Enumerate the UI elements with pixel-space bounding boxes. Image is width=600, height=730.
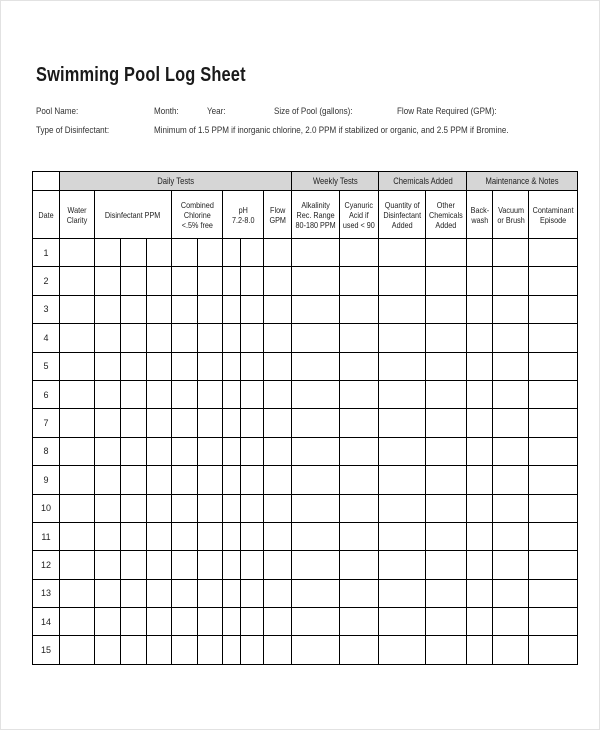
entry-cell[interactable] bbox=[95, 324, 121, 352]
col-date: Date bbox=[33, 191, 60, 239]
entry-cell[interactable] bbox=[340, 267, 379, 295]
entry-cell[interactable] bbox=[223, 522, 241, 550]
entry-cell[interactable] bbox=[379, 522, 426, 550]
entry-cell[interactable] bbox=[264, 380, 292, 408]
entry-cell[interactable] bbox=[426, 380, 467, 408]
table-row bbox=[33, 380, 578, 408]
month-label: Month: bbox=[154, 106, 179, 117]
col-alkalinity: Alkalinity Rec. Range 80-180 PPM bbox=[292, 191, 340, 239]
table-row bbox=[33, 608, 578, 636]
entry-cell[interactable] bbox=[493, 239, 529, 267]
entry-cell[interactable] bbox=[60, 579, 95, 607]
col-disinfectant-ppm: Disinfectant PPM bbox=[95, 191, 172, 239]
entry-cell[interactable] bbox=[95, 352, 121, 380]
pool-name-label: Pool Name: bbox=[36, 106, 79, 117]
entry-cell[interactable] bbox=[529, 352, 578, 380]
entry-cell[interactable] bbox=[121, 352, 147, 380]
table-row bbox=[33, 267, 578, 295]
entry-cell[interactable] bbox=[292, 295, 340, 323]
row-date: 14 bbox=[33, 608, 60, 636]
entry-cell[interactable] bbox=[60, 437, 95, 465]
entry-cell[interactable] bbox=[121, 551, 147, 579]
entry-cell[interactable] bbox=[121, 267, 147, 295]
entry-cell[interactable] bbox=[379, 239, 426, 267]
column-header-row bbox=[33, 191, 578, 239]
entry-cell[interactable] bbox=[529, 324, 578, 352]
entry-cell[interactable] bbox=[426, 409, 467, 437]
entry-cell[interactable] bbox=[121, 608, 147, 636]
entry-cell[interactable] bbox=[467, 409, 493, 437]
entry-cell[interactable] bbox=[198, 380, 223, 408]
entry-cell[interactable] bbox=[95, 608, 121, 636]
entry-cell[interactable] bbox=[493, 409, 529, 437]
entry-cell[interactable] bbox=[529, 608, 578, 636]
entry-cell[interactable] bbox=[172, 579, 198, 607]
entry-cell[interactable] bbox=[241, 636, 264, 664]
row-date: 13 bbox=[33, 579, 60, 607]
entry-cell[interactable] bbox=[340, 608, 379, 636]
table-row bbox=[33, 551, 578, 579]
entry-cell[interactable] bbox=[340, 352, 379, 380]
entry-cell[interactable] bbox=[426, 267, 467, 295]
table-row bbox=[33, 579, 578, 607]
entry-cell[interactable] bbox=[426, 636, 467, 664]
entry-cell[interactable] bbox=[426, 522, 467, 550]
entry-cell[interactable] bbox=[493, 267, 529, 295]
entry-cell[interactable] bbox=[292, 409, 340, 437]
entry-cell[interactable] bbox=[529, 636, 578, 664]
entry-cell[interactable] bbox=[493, 352, 529, 380]
entry-cell[interactable] bbox=[379, 636, 426, 664]
entry-cell[interactable] bbox=[426, 324, 467, 352]
entry-cell[interactable] bbox=[426, 579, 467, 607]
entry-cell[interactable] bbox=[121, 437, 147, 465]
group-weekly-tests: Weekly Tests bbox=[292, 172, 379, 191]
entry-cell[interactable] bbox=[147, 324, 172, 352]
entry-cell[interactable] bbox=[121, 522, 147, 550]
entry-cell[interactable] bbox=[121, 409, 147, 437]
entry-cell[interactable] bbox=[241, 239, 264, 267]
entry-cell[interactable] bbox=[529, 494, 578, 522]
row-date: 7 bbox=[33, 409, 60, 437]
entry-cell[interactable] bbox=[60, 522, 95, 550]
entry-cell[interactable] bbox=[529, 267, 578, 295]
entry-cell[interactable] bbox=[467, 608, 493, 636]
row-date: 1 bbox=[33, 239, 60, 267]
entry-cell[interactable] bbox=[95, 551, 121, 579]
col-quantity-disinfectant: Quantity of Disinfectant Added bbox=[379, 191, 426, 239]
entry-cell[interactable] bbox=[198, 636, 223, 664]
entry-cell[interactable] bbox=[60, 239, 95, 267]
entry-cell[interactable] bbox=[172, 437, 198, 465]
entry-cell[interactable] bbox=[121, 636, 147, 664]
entry-cell[interactable] bbox=[467, 324, 493, 352]
entry-cell[interactable] bbox=[147, 437, 172, 465]
entry-cell[interactable] bbox=[340, 239, 379, 267]
entry-cell[interactable] bbox=[172, 409, 198, 437]
entry-cell[interactable] bbox=[147, 522, 172, 550]
entry-cell[interactable] bbox=[379, 551, 426, 579]
entry-cell[interactable] bbox=[340, 551, 379, 579]
entry-cell[interactable] bbox=[426, 239, 467, 267]
entry-cell[interactable] bbox=[264, 409, 292, 437]
col-water-clarity: Water Clarity bbox=[60, 191, 95, 239]
entry-cell[interactable] bbox=[241, 466, 264, 494]
entry-cell[interactable] bbox=[264, 494, 292, 522]
entry-cell[interactable] bbox=[198, 466, 223, 494]
col-ph: pH 7.2-8.0 bbox=[223, 191, 264, 239]
entry-cell[interactable] bbox=[467, 494, 493, 522]
entry-cell[interactable] bbox=[493, 324, 529, 352]
entry-cell[interactable] bbox=[292, 267, 340, 295]
entry-cell[interactable] bbox=[198, 267, 223, 295]
entry-cell[interactable] bbox=[493, 466, 529, 494]
entry-cell[interactable] bbox=[172, 636, 198, 664]
entry-cell[interactable] bbox=[467, 579, 493, 607]
entry-cell[interactable] bbox=[241, 267, 264, 295]
entry-cell[interactable] bbox=[147, 352, 172, 380]
col-backwash: Back- wash bbox=[467, 191, 493, 239]
entry-cell[interactable] bbox=[60, 551, 95, 579]
entry-cell[interactable] bbox=[95, 579, 121, 607]
entry-cell[interactable] bbox=[198, 239, 223, 267]
entry-cell[interactable] bbox=[147, 295, 172, 323]
entry-cell[interactable] bbox=[264, 608, 292, 636]
entry-cell[interactable] bbox=[340, 295, 379, 323]
entry-cell[interactable] bbox=[95, 239, 121, 267]
entry-cell[interactable] bbox=[241, 409, 264, 437]
entry-cell[interactable] bbox=[292, 579, 340, 607]
entry-cell[interactable] bbox=[292, 636, 340, 664]
entry-cell[interactable] bbox=[292, 608, 340, 636]
entry-cell[interactable] bbox=[379, 466, 426, 494]
entry-cell[interactable] bbox=[121, 295, 147, 323]
row-date: 4 bbox=[33, 324, 60, 352]
entry-cell[interactable] bbox=[223, 636, 241, 664]
entry-cell[interactable] bbox=[60, 409, 95, 437]
entry-cell[interactable] bbox=[147, 636, 172, 664]
entry-cell[interactable] bbox=[529, 522, 578, 550]
entry-cell[interactable] bbox=[292, 352, 340, 380]
entry-cell[interactable] bbox=[241, 437, 264, 465]
entry-cell[interactable] bbox=[241, 324, 264, 352]
entry-cell[interactable] bbox=[198, 551, 223, 579]
entry-cell[interactable] bbox=[60, 324, 95, 352]
row-date: 10 bbox=[33, 494, 60, 522]
table-row bbox=[33, 437, 578, 465]
row-date: 8 bbox=[33, 437, 60, 465]
group-maintenance-notes: Maintenance & Notes bbox=[467, 172, 578, 191]
page-title: Swimming Pool Log Sheet bbox=[36, 64, 246, 86]
entry-cell[interactable] bbox=[264, 522, 292, 550]
entry-cell[interactable] bbox=[172, 352, 198, 380]
table-row bbox=[33, 352, 578, 380]
entry-cell[interactable] bbox=[264, 295, 292, 323]
entry-cell[interactable] bbox=[379, 380, 426, 408]
entry-cell[interactable] bbox=[121, 380, 147, 408]
entry-cell[interactable] bbox=[379, 437, 426, 465]
entry-cell[interactable] bbox=[223, 409, 241, 437]
entry-cell[interactable] bbox=[223, 239, 241, 267]
table-row bbox=[33, 494, 578, 522]
entry-cell[interactable] bbox=[60, 608, 95, 636]
entry-cell[interactable] bbox=[147, 267, 172, 295]
year-label: Year: bbox=[207, 106, 226, 117]
row-date: 5 bbox=[33, 352, 60, 380]
entry-cell[interactable] bbox=[95, 380, 121, 408]
entry-cell[interactable] bbox=[493, 380, 529, 408]
entry-cell[interactable] bbox=[264, 551, 292, 579]
entry-cell[interactable] bbox=[241, 380, 264, 408]
row-date: 3 bbox=[33, 295, 60, 323]
entry-cell[interactable] bbox=[147, 494, 172, 522]
group-chemicals-added: Chemicals Added bbox=[379, 172, 467, 191]
entry-cell[interactable] bbox=[121, 494, 147, 522]
entry-cell[interactable] bbox=[172, 324, 198, 352]
entry-cell[interactable] bbox=[95, 437, 121, 465]
entry-cell[interactable] bbox=[172, 522, 198, 550]
entry-cell[interactable] bbox=[426, 466, 467, 494]
entry-cell[interactable] bbox=[241, 551, 264, 579]
entry-cell[interactable] bbox=[95, 636, 121, 664]
entry-cell[interactable] bbox=[292, 494, 340, 522]
entry-cell[interactable] bbox=[147, 608, 172, 636]
entry-cell[interactable] bbox=[198, 324, 223, 352]
entry-cell[interactable] bbox=[241, 608, 264, 636]
entry-cell[interactable] bbox=[529, 295, 578, 323]
corner-cell bbox=[33, 172, 60, 191]
entry-cell[interactable] bbox=[172, 466, 198, 494]
entry-cell[interactable] bbox=[340, 579, 379, 607]
entry-cell[interactable] bbox=[493, 295, 529, 323]
entry-cell[interactable] bbox=[223, 267, 241, 295]
entry-cell[interactable] bbox=[95, 522, 121, 550]
col-other-chemicals: Other Chemicals Added bbox=[426, 191, 467, 239]
entry-cell[interactable] bbox=[223, 295, 241, 323]
entry-cell[interactable] bbox=[223, 437, 241, 465]
entry-cell[interactable] bbox=[223, 608, 241, 636]
entry-cell[interactable] bbox=[340, 380, 379, 408]
entry-cell[interactable] bbox=[198, 494, 223, 522]
entry-cell[interactable] bbox=[379, 494, 426, 522]
entry-cell[interactable] bbox=[467, 239, 493, 267]
entry-cell[interactable] bbox=[264, 324, 292, 352]
entry-cell[interactable] bbox=[198, 608, 223, 636]
entry-cell[interactable] bbox=[529, 409, 578, 437]
entry-cell[interactable] bbox=[493, 636, 529, 664]
entry-cell[interactable] bbox=[467, 636, 493, 664]
entry-cell[interactable] bbox=[60, 466, 95, 494]
row-date: 2 bbox=[33, 267, 60, 295]
entry-cell[interactable] bbox=[241, 494, 264, 522]
entry-cell[interactable] bbox=[223, 494, 241, 522]
disinfectant-type-label: Type of Disinfectant: bbox=[36, 125, 110, 136]
row-date: 11 bbox=[33, 522, 60, 550]
table-row bbox=[33, 409, 578, 437]
disinfectant-note: Minimum of 1.5 PPM if inorganic chlorine, 2.0 PPM if stabilized or organic, and 2.5 PPM if Bromine. bbox=[154, 125, 509, 136]
entry-cell[interactable] bbox=[467, 466, 493, 494]
entry-cell[interactable] bbox=[379, 409, 426, 437]
entry-cell[interactable] bbox=[147, 409, 172, 437]
entry-cell[interactable] bbox=[223, 579, 241, 607]
entry-cell[interactable] bbox=[426, 551, 467, 579]
flow-rate-label: Flow Rate Required (GPM): bbox=[397, 106, 497, 117]
col-vacuum-brush: Vacuum or Brush bbox=[493, 191, 529, 239]
entry-cell[interactable] bbox=[493, 608, 529, 636]
entry-cell[interactable] bbox=[379, 352, 426, 380]
entry-cell[interactable] bbox=[172, 267, 198, 295]
entry-cell[interactable] bbox=[264, 239, 292, 267]
entry-cell[interactable] bbox=[121, 466, 147, 494]
entry-cell[interactable] bbox=[198, 437, 223, 465]
entry-cell[interactable] bbox=[379, 324, 426, 352]
entry-cell[interactable] bbox=[121, 579, 147, 607]
entry-cell[interactable] bbox=[340, 636, 379, 664]
entry-cell[interactable] bbox=[493, 522, 529, 550]
entry-cell[interactable] bbox=[493, 579, 529, 607]
entry-cell[interactable] bbox=[198, 579, 223, 607]
col-cyanuric-acid: Cyanuric Acid if used < 90 bbox=[340, 191, 379, 239]
entry-cell[interactable] bbox=[264, 579, 292, 607]
entry-cell[interactable] bbox=[264, 352, 292, 380]
row-date: 6 bbox=[33, 380, 60, 408]
entry-cell[interactable] bbox=[340, 437, 379, 465]
entry-cell[interactable] bbox=[379, 267, 426, 295]
entry-cell[interactable] bbox=[241, 352, 264, 380]
entry-cell[interactable] bbox=[223, 352, 241, 380]
entry-cell[interactable] bbox=[467, 551, 493, 579]
table-row bbox=[33, 239, 578, 267]
entry-cell[interactable] bbox=[264, 636, 292, 664]
entry-cell[interactable] bbox=[340, 324, 379, 352]
entry-cell[interactable] bbox=[292, 239, 340, 267]
entry-cell[interactable] bbox=[426, 295, 467, 323]
entry-cell[interactable] bbox=[529, 239, 578, 267]
entry-cell[interactable] bbox=[147, 579, 172, 607]
entry-cell[interactable] bbox=[529, 466, 578, 494]
table-row bbox=[33, 295, 578, 323]
entry-cell[interactable] bbox=[467, 267, 493, 295]
entry-cell[interactable] bbox=[95, 267, 121, 295]
entry-cell[interactable] bbox=[198, 295, 223, 323]
entry-cell[interactable] bbox=[95, 494, 121, 522]
group-daily-tests: Daily Tests bbox=[60, 172, 292, 191]
entry-cell[interactable] bbox=[147, 551, 172, 579]
col-flow-gpm: Flow GPM bbox=[264, 191, 292, 239]
entry-cell[interactable] bbox=[172, 380, 198, 408]
entry-cell[interactable] bbox=[241, 579, 264, 607]
group-header-row bbox=[33, 172, 578, 191]
entry-cell[interactable] bbox=[172, 608, 198, 636]
entry-cell[interactable] bbox=[340, 522, 379, 550]
entry-cell[interactable] bbox=[95, 295, 121, 323]
entry-cell[interactable] bbox=[264, 466, 292, 494]
entry-cell[interactable] bbox=[529, 437, 578, 465]
entry-cell[interactable] bbox=[340, 409, 379, 437]
entry-cell[interactable] bbox=[241, 522, 264, 550]
table-row bbox=[33, 466, 578, 494]
entry-cell[interactable] bbox=[198, 522, 223, 550]
entry-cell[interactable] bbox=[264, 437, 292, 465]
entry-cell[interactable] bbox=[340, 494, 379, 522]
entry-cell[interactable] bbox=[467, 352, 493, 380]
entry-cell[interactable] bbox=[60, 380, 95, 408]
entry-cell[interactable] bbox=[292, 551, 340, 579]
entry-cell[interactable] bbox=[467, 295, 493, 323]
entry-cell[interactable] bbox=[264, 267, 292, 295]
col-contaminant-episode: Contaminant Episode bbox=[529, 191, 578, 239]
entry-cell[interactable] bbox=[426, 608, 467, 636]
entry-cell[interactable] bbox=[529, 551, 578, 579]
entry-cell[interactable] bbox=[467, 522, 493, 550]
entry-cell[interactable] bbox=[147, 239, 172, 267]
entry-cell[interactable] bbox=[95, 466, 121, 494]
entry-cell[interactable] bbox=[529, 380, 578, 408]
entry-cell[interactable] bbox=[198, 352, 223, 380]
entry-cell[interactable] bbox=[223, 380, 241, 408]
entry-cell[interactable] bbox=[60, 352, 95, 380]
entry-cell[interactable] bbox=[426, 437, 467, 465]
entry-cell[interactable] bbox=[223, 324, 241, 352]
entry-cell[interactable] bbox=[121, 239, 147, 267]
entry-cell[interactable] bbox=[198, 409, 223, 437]
entry-cell[interactable] bbox=[292, 324, 340, 352]
entry-cell[interactable] bbox=[121, 324, 147, 352]
entry-cell[interactable] bbox=[493, 437, 529, 465]
entry-cell[interactable] bbox=[379, 579, 426, 607]
entry-cell[interactable] bbox=[95, 409, 121, 437]
entry-cell[interactable] bbox=[379, 295, 426, 323]
row-date: 15 bbox=[33, 636, 60, 664]
entry-cell[interactable] bbox=[223, 466, 241, 494]
row-date: 12 bbox=[33, 551, 60, 579]
entry-cell[interactable] bbox=[292, 522, 340, 550]
entry-cell[interactable] bbox=[292, 437, 340, 465]
entry-cell[interactable] bbox=[60, 267, 95, 295]
entry-cell[interactable] bbox=[379, 608, 426, 636]
col-combined-chlorine: Combined Chlorine <.5% free bbox=[172, 191, 223, 239]
entry-cell[interactable] bbox=[60, 295, 95, 323]
entry-cell[interactable] bbox=[241, 295, 264, 323]
entry-cell[interactable] bbox=[60, 636, 95, 664]
entry-cell[interactable] bbox=[147, 466, 172, 494]
entry-cell[interactable] bbox=[493, 494, 529, 522]
entry-cell[interactable] bbox=[340, 466, 379, 494]
entry-cell[interactable] bbox=[529, 579, 578, 607]
table-row bbox=[33, 324, 578, 352]
entry-cell[interactable] bbox=[467, 437, 493, 465]
entry-cell[interactable] bbox=[147, 380, 172, 408]
entry-cell[interactable] bbox=[223, 551, 241, 579]
log-table bbox=[32, 171, 578, 665]
entry-cell[interactable] bbox=[292, 466, 340, 494]
table-row bbox=[33, 636, 578, 664]
entry-cell[interactable] bbox=[493, 551, 529, 579]
entry-cell[interactable] bbox=[292, 380, 340, 408]
entry-cell[interactable] bbox=[467, 380, 493, 408]
entry-cell[interactable] bbox=[172, 494, 198, 522]
pool-size-label: Size of Pool (gallons): bbox=[274, 106, 353, 117]
entry-cell[interactable] bbox=[426, 352, 467, 380]
row-date: 9 bbox=[33, 466, 60, 494]
entry-cell[interactable] bbox=[172, 551, 198, 579]
entry-cell[interactable] bbox=[426, 494, 467, 522]
entry-cell[interactable] bbox=[172, 239, 198, 267]
table-row bbox=[33, 522, 578, 550]
entry-cell[interactable] bbox=[60, 494, 95, 522]
entry-cell[interactable] bbox=[172, 295, 198, 323]
